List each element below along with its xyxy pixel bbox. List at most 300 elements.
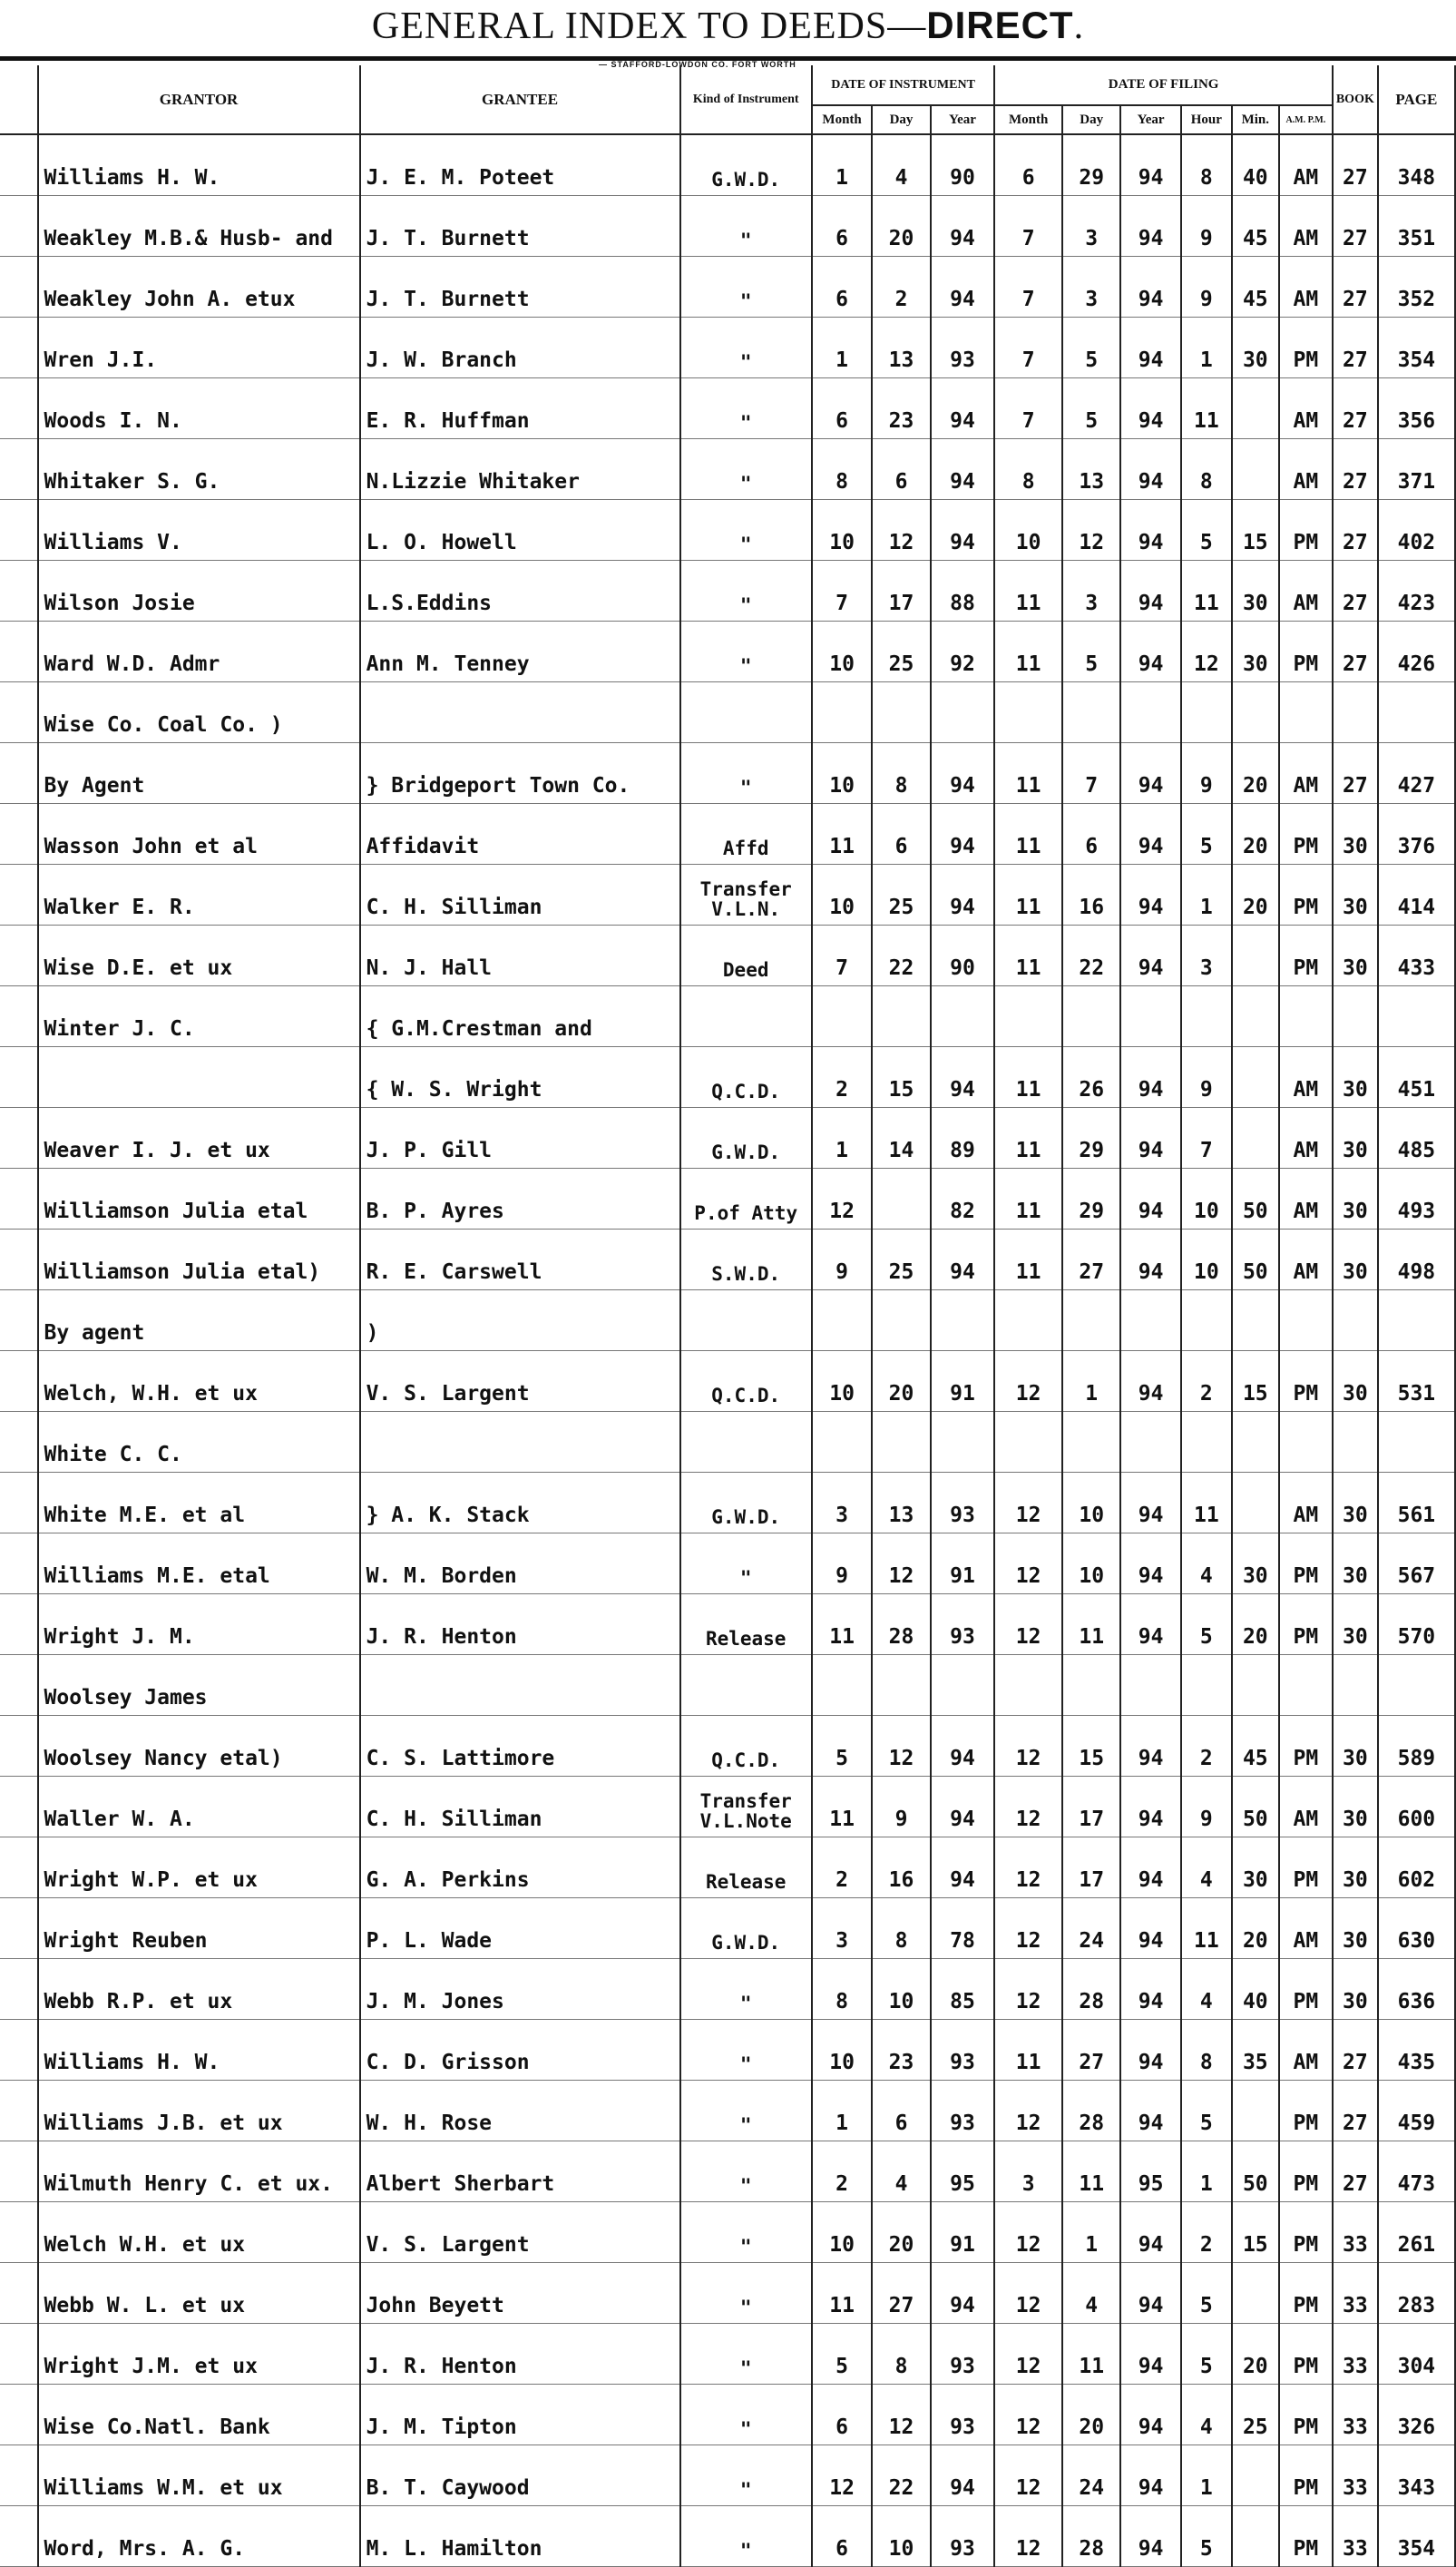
book-cell: 30 xyxy=(1333,1716,1378,1777)
margin-cell xyxy=(0,2385,38,2445)
file-min-cell: 15 xyxy=(1232,500,1279,561)
file-ampm-cell: PM xyxy=(1279,1959,1333,2020)
file-hour-cell: 11 xyxy=(1181,561,1232,622)
inst-year-cell: 93 xyxy=(931,1473,995,1533)
inst-month-cell: 6 xyxy=(812,196,872,257)
file-min-cell: 45 xyxy=(1232,196,1279,257)
inst-year-cell xyxy=(931,682,995,743)
page-cell: 589 xyxy=(1378,1716,1455,1777)
file-day-cell: 15 xyxy=(1062,1716,1120,1777)
file-hour-cell: 9 xyxy=(1181,257,1232,318)
kind-cell: " xyxy=(680,2081,812,2141)
file-year-cell: 94 xyxy=(1120,926,1180,986)
file-month-cell: 12 xyxy=(994,1473,1062,1533)
grantee-cell: { W. S. Wright xyxy=(360,1047,680,1108)
page-cell: 348 xyxy=(1378,134,1455,196)
kind-cell xyxy=(680,1290,812,1351)
file-hour-cell: 7 xyxy=(1181,1108,1232,1169)
title-text: GENERAL INDEX TO DEEDS— xyxy=(371,5,927,47)
book-cell: 27 xyxy=(1333,134,1378,196)
grantee-cell: N.Lizzie Whitaker xyxy=(360,439,680,500)
table-row xyxy=(0,1655,1455,1716)
page-cell: 304 xyxy=(1378,2324,1455,2385)
deed-index-table xyxy=(0,65,1456,2567)
file-year-cell xyxy=(1120,1412,1180,1473)
margin-cell xyxy=(0,1777,38,1837)
file-month-cell: 11 xyxy=(994,1108,1062,1169)
table-row xyxy=(0,622,1455,682)
file-month-cell: 7 xyxy=(994,196,1062,257)
file-min-cell xyxy=(1232,986,1279,1047)
grantor-cell: Wise Co.Natl. Bank xyxy=(38,2385,360,2445)
file-hour-cell: 10 xyxy=(1181,1169,1232,1230)
book-cell: 27 xyxy=(1333,439,1378,500)
page-cell xyxy=(1378,1412,1455,1473)
kind-cell: " xyxy=(680,2385,812,2445)
file-ampm-cell: AM xyxy=(1279,2020,1333,2081)
grantor-cell: Woods I. N. xyxy=(38,378,360,439)
table-row xyxy=(0,804,1455,865)
margin-cell xyxy=(0,1351,38,1412)
margin-cell xyxy=(0,1959,38,2020)
file-day-cell: 28 xyxy=(1062,1959,1120,2020)
grantee-cell: } Bridgeport Town Co. xyxy=(360,743,680,804)
inst-year-cell: 85 xyxy=(931,1959,995,2020)
grantor-cell: Wise Co. Coal Co. ) xyxy=(38,682,360,743)
book-cell: 30 xyxy=(1333,926,1378,986)
inst-month-cell xyxy=(812,986,872,1047)
table-row xyxy=(0,926,1455,986)
file-hour-cell: 11 xyxy=(1181,1473,1232,1533)
inst-year-cell: 94 xyxy=(931,804,995,865)
grantor-cell: White C. C. xyxy=(38,1412,360,1473)
file-min-cell: 50 xyxy=(1232,2141,1279,2202)
grantor-cell: Williams W.M. et ux xyxy=(38,2445,360,2506)
grantor-cell: Welch, W.H. et ux xyxy=(38,1351,360,1412)
margin-cell xyxy=(0,804,38,865)
file-year-cell: 94 xyxy=(1120,134,1180,196)
inst-month-cell: 10 xyxy=(812,2020,872,2081)
grantee-cell: M. L. Hamilton xyxy=(360,2506,680,2567)
file-min-header: Min. xyxy=(1232,105,1279,134)
table-row xyxy=(0,318,1455,378)
page-cell: 630 xyxy=(1378,1898,1455,1959)
inst-day-cell: 25 xyxy=(872,622,930,682)
grantee-cell: C. D. Grisson xyxy=(360,2020,680,2081)
inst-year-cell: 82 xyxy=(931,1169,995,1230)
margin-cell xyxy=(0,378,38,439)
file-ampm-cell xyxy=(1279,1290,1333,1351)
page-cell xyxy=(1378,1290,1455,1351)
inst-day-cell xyxy=(872,1655,930,1716)
inst-year-cell: 94 xyxy=(931,378,995,439)
book-cell: 30 xyxy=(1333,1108,1378,1169)
book-cell: 27 xyxy=(1333,500,1378,561)
file-hour-cell: 5 xyxy=(1181,1594,1232,1655)
inst-day-cell: 28 xyxy=(872,1594,930,1655)
inst-day-cell xyxy=(872,1412,930,1473)
file-hour-cell: 9 xyxy=(1181,1047,1232,1108)
file-ampm-cell: AM xyxy=(1279,1047,1333,1108)
inst-year-cell: 91 xyxy=(931,1533,995,1594)
inst-month-cell: 1 xyxy=(812,318,872,378)
inst-day-cell xyxy=(872,986,930,1047)
file-month-cell: 11 xyxy=(994,561,1062,622)
table-row xyxy=(0,378,1455,439)
inst-year-cell: 94 xyxy=(931,865,995,926)
kind-cell: Transfer V.L.Note xyxy=(680,1777,812,1837)
inst-year-cell: 88 xyxy=(931,561,995,622)
file-hour-cell: 1 xyxy=(1181,2445,1232,2506)
file-year-cell: 94 xyxy=(1120,1533,1180,1594)
grantor-cell: Williams H. W. xyxy=(38,2020,360,2081)
grantee-cell: J. T. Burnett xyxy=(360,257,680,318)
grantor-cell: Williams V. xyxy=(38,500,360,561)
margin-header xyxy=(0,65,38,134)
inst-day-cell: 12 xyxy=(872,2385,930,2445)
margin-cell xyxy=(0,2324,38,2385)
margin-cell xyxy=(0,1837,38,1898)
file-hour-cell: 1 xyxy=(1181,2141,1232,2202)
table-row xyxy=(0,865,1455,926)
file-hour-cell xyxy=(1181,1412,1232,1473)
inst-year-cell xyxy=(931,1655,995,1716)
inst-month-cell: 11 xyxy=(812,1777,872,1837)
file-ampm-cell: PM xyxy=(1279,2081,1333,2141)
file-day-cell: 12 xyxy=(1062,500,1120,561)
file-year-cell: 94 xyxy=(1120,1351,1180,1412)
file-day-cell: 29 xyxy=(1062,134,1120,196)
file-ampm-cell: PM xyxy=(1279,2506,1333,2567)
file-min-cell: 30 xyxy=(1232,622,1279,682)
kind-cell: Q.C.D. xyxy=(680,1047,812,1108)
file-day-cell: 17 xyxy=(1062,1837,1120,1898)
grantee-header: GRANTEE xyxy=(360,65,680,134)
inst-month-cell: 7 xyxy=(812,926,872,986)
file-day-cell: 1 xyxy=(1062,2202,1120,2263)
margin-cell xyxy=(0,865,38,926)
inst-day-cell: 20 xyxy=(872,1351,930,1412)
file-year-cell: 94 xyxy=(1120,1047,1180,1108)
page-cell: 636 xyxy=(1378,1959,1455,2020)
file-hour-cell: 1 xyxy=(1181,318,1232,378)
kind-cell: " xyxy=(680,2263,812,2324)
file-hour-cell: 1 xyxy=(1181,865,1232,926)
inst-month-cell: 2 xyxy=(812,2141,872,2202)
inst-year-cell: 93 xyxy=(931,2506,995,2567)
inst-year-cell: 93 xyxy=(931,2020,995,2081)
file-day-cell: 27 xyxy=(1062,1230,1120,1290)
inst-day-cell: 16 xyxy=(872,1837,930,1898)
inst-year-cell: 93 xyxy=(931,2385,995,2445)
file-hour-cell: 11 xyxy=(1181,1898,1232,1959)
table-row xyxy=(0,1473,1455,1533)
grantee-cell: B. P. Ayres xyxy=(360,1169,680,1230)
inst-day-cell: 6 xyxy=(872,439,930,500)
file-ampm-cell: PM xyxy=(1279,622,1333,682)
margin-cell xyxy=(0,682,38,743)
file-ampm-cell: PM xyxy=(1279,804,1333,865)
file-month-header: Month xyxy=(994,105,1062,134)
inst-month-cell: 11 xyxy=(812,1594,872,1655)
book-cell: 30 xyxy=(1333,1230,1378,1290)
file-day-cell: 29 xyxy=(1062,1108,1120,1169)
grantor-cell: Woolsey James xyxy=(38,1655,360,1716)
book-cell: 33 xyxy=(1333,2506,1378,2567)
file-month-cell: 12 xyxy=(994,2263,1062,2324)
grantor-cell: Wren J.I. xyxy=(38,318,360,378)
file-month-cell: 12 xyxy=(994,2385,1062,2445)
file-min-cell: 50 xyxy=(1232,1230,1279,1290)
file-year-cell: 94 xyxy=(1120,2263,1180,2324)
kind-header: Kind of Instrument xyxy=(680,65,812,134)
file-ampm-header: A.M. P.M. xyxy=(1279,105,1333,134)
table-row xyxy=(0,1898,1455,1959)
file-year-cell: 94 xyxy=(1120,2385,1180,2445)
kind-cell: " xyxy=(680,257,812,318)
file-hour-cell: 4 xyxy=(1181,2385,1232,2445)
margin-cell xyxy=(0,2263,38,2324)
file-month-cell: 8 xyxy=(994,439,1062,500)
inst-day-cell: 25 xyxy=(872,1230,930,1290)
file-min-cell xyxy=(1232,1412,1279,1473)
grantee-cell: L. O. Howell xyxy=(360,500,680,561)
page-cell: 351 xyxy=(1378,196,1455,257)
file-hour-cell: 5 xyxy=(1181,2506,1232,2567)
inst-month-cell: 6 xyxy=(812,2385,872,2445)
inst-year-cell: 94 xyxy=(931,1230,995,1290)
kind-cell: " xyxy=(680,318,812,378)
page-cell: 426 xyxy=(1378,622,1455,682)
page-cell: 459 xyxy=(1378,2081,1455,2141)
file-ampm-cell: AM xyxy=(1279,196,1333,257)
kind-cell: " xyxy=(680,743,812,804)
margin-cell xyxy=(0,500,38,561)
grantee-cell: W. M. Borden xyxy=(360,1533,680,1594)
grantee-cell: P. L. Wade xyxy=(360,1898,680,1959)
file-year-cell: 94 xyxy=(1120,1959,1180,2020)
grantor-cell: Whitaker S. G. xyxy=(38,439,360,500)
inst-year-cell: 95 xyxy=(931,2141,995,2202)
book-cell xyxy=(1333,1412,1378,1473)
file-hour-cell: 4 xyxy=(1181,1837,1232,1898)
file-min-cell: 20 xyxy=(1232,865,1279,926)
grantor-cell: Winter J. C. xyxy=(38,986,360,1047)
grantee-cell: N. J. Hall xyxy=(360,926,680,986)
inst-day-cell: 20 xyxy=(872,2202,930,2263)
grantee-cell: J. R. Henton xyxy=(360,2324,680,2385)
grantor-header: GRANTOR xyxy=(38,65,360,134)
file-month-cell: 3 xyxy=(994,2141,1062,2202)
book-cell: 30 xyxy=(1333,1898,1378,1959)
title-emphasis: DIRECT xyxy=(926,4,1074,46)
grantor-cell: Walker E. R. xyxy=(38,865,360,926)
inst-month-cell: 10 xyxy=(812,743,872,804)
inst-day-cell xyxy=(872,682,930,743)
grantee-cell: J. R. Henton xyxy=(360,1594,680,1655)
table-row xyxy=(0,1169,1455,1230)
file-ampm-cell: PM xyxy=(1279,1837,1333,1898)
grantor-cell: Williams H. W. xyxy=(38,134,360,196)
inst-day-cell: 6 xyxy=(872,2081,930,2141)
file-day-cell: 7 xyxy=(1062,743,1120,804)
file-day-cell: 26 xyxy=(1062,1047,1120,1108)
file-month-cell: 11 xyxy=(994,865,1062,926)
margin-cell xyxy=(0,1108,38,1169)
inst-month-cell xyxy=(812,1412,872,1473)
file-min-cell: 20 xyxy=(1232,743,1279,804)
file-month-cell: 12 xyxy=(994,1594,1062,1655)
inst-month-header: Month xyxy=(812,105,872,134)
inst-year-cell: 93 xyxy=(931,1594,995,1655)
grantee-cell: { G.M.Crestman and xyxy=(360,986,680,1047)
margin-cell xyxy=(0,1230,38,1290)
file-ampm-cell: PM xyxy=(1279,2263,1333,2324)
file-year-cell: 94 xyxy=(1120,2081,1180,2141)
file-ampm-cell: PM xyxy=(1279,2141,1333,2202)
kind-cell: " xyxy=(680,1533,812,1594)
file-min-cell xyxy=(1232,1047,1279,1108)
file-month-cell: 12 xyxy=(994,1837,1062,1898)
file-ampm-cell: PM xyxy=(1279,2445,1333,2506)
book-cell: 27 xyxy=(1333,743,1378,804)
file-ampm-cell: PM xyxy=(1279,500,1333,561)
grantee-cell xyxy=(360,682,680,743)
inst-day-cell: 10 xyxy=(872,1959,930,2020)
kind-cell: " xyxy=(680,1959,812,2020)
file-month-cell xyxy=(994,1290,1062,1351)
kind-cell: S.W.D. xyxy=(680,1230,812,1290)
file-min-cell: 45 xyxy=(1232,257,1279,318)
kind-cell: " xyxy=(680,2506,812,2567)
page-cell xyxy=(1378,682,1455,743)
file-ampm-cell xyxy=(1279,986,1333,1047)
book-cell: 27 xyxy=(1333,622,1378,682)
grantor-cell: By Agent xyxy=(38,743,360,804)
file-hour-cell: 4 xyxy=(1181,1959,1232,2020)
inst-month-cell xyxy=(812,1655,872,1716)
inst-year-cell: 90 xyxy=(931,134,995,196)
kind-cell: Deed xyxy=(680,926,812,986)
table-row xyxy=(0,196,1455,257)
grantee-cell: J. M. Tipton xyxy=(360,2385,680,2445)
file-year-cell xyxy=(1120,682,1180,743)
inst-month-cell: 5 xyxy=(812,1716,872,1777)
grantor-cell: Wilmuth Henry C. et ux. xyxy=(38,2141,360,2202)
page-cell: 485 xyxy=(1378,1108,1455,1169)
inst-month-cell: 11 xyxy=(812,804,872,865)
table-row xyxy=(0,2081,1455,2141)
inst-month-cell: 2 xyxy=(812,1837,872,1898)
file-day-cell: 5 xyxy=(1062,622,1120,682)
book-cell: 27 xyxy=(1333,2141,1378,2202)
page-cell: 354 xyxy=(1378,2506,1455,2567)
inst-day-cell: 23 xyxy=(872,378,930,439)
grantor-cell: Weakley John A. etux xyxy=(38,257,360,318)
file-min-cell: 40 xyxy=(1232,1959,1279,2020)
grantee-cell: J. P. Gill xyxy=(360,1108,680,1169)
file-ampm-cell: AM xyxy=(1279,134,1333,196)
inst-day-cell: 20 xyxy=(872,196,930,257)
inst-day-cell: 4 xyxy=(872,2141,930,2202)
inst-day-cell: 9 xyxy=(872,1777,930,1837)
kind-cell: " xyxy=(680,439,812,500)
file-min-cell: 50 xyxy=(1232,1777,1279,1837)
table-row xyxy=(0,1959,1455,2020)
file-min-cell: 45 xyxy=(1232,1716,1279,1777)
file-min-cell: 20 xyxy=(1232,804,1279,865)
file-ampm-cell: PM xyxy=(1279,1351,1333,1412)
margin-cell xyxy=(0,1169,38,1230)
file-day-cell xyxy=(1062,1290,1120,1351)
file-min-cell: 15 xyxy=(1232,2202,1279,2263)
grantor-cell: Ward W.D. Admr xyxy=(38,622,360,682)
margin-cell xyxy=(0,318,38,378)
file-hour-cell: 8 xyxy=(1181,439,1232,500)
inst-year-cell: 93 xyxy=(931,2324,995,2385)
table-row xyxy=(0,1108,1455,1169)
book-cell: 30 xyxy=(1333,1533,1378,1594)
kind-cell: P.of Atty xyxy=(680,1169,812,1230)
file-year-cell: 94 xyxy=(1120,318,1180,378)
inst-day-cell: 23 xyxy=(872,2020,930,2081)
book-cell: 33 xyxy=(1333,2385,1378,2445)
grantee-cell: G. A. Perkins xyxy=(360,1837,680,1898)
printer-imprint: — STAFFORD-LOWDON CO. FORT WORTH xyxy=(599,60,796,69)
grantee-cell: C. H. Silliman xyxy=(360,865,680,926)
file-year-cell: 94 xyxy=(1120,1716,1180,1777)
file-hour-cell: 9 xyxy=(1181,196,1232,257)
file-month-cell: 12 xyxy=(994,2202,1062,2263)
page-cell: 531 xyxy=(1378,1351,1455,1412)
file-min-cell xyxy=(1232,2081,1279,2141)
inst-month-cell: 11 xyxy=(812,2263,872,2324)
file-day-cell: 5 xyxy=(1062,378,1120,439)
book-cell: 30 xyxy=(1333,865,1378,926)
book-cell: 27 xyxy=(1333,318,1378,378)
table-row xyxy=(0,2445,1455,2506)
inst-year-cell: 94 xyxy=(931,1837,995,1898)
margin-cell xyxy=(0,1412,38,1473)
file-ampm-cell: AM xyxy=(1279,1230,1333,1290)
inst-day-cell: 2 xyxy=(872,257,930,318)
file-min-cell: 30 xyxy=(1232,318,1279,378)
inst-month-cell: 3 xyxy=(812,1473,872,1533)
grantee-cell: John Beyett xyxy=(360,2263,680,2324)
file-ampm-cell: AM xyxy=(1279,1898,1333,1959)
table-row xyxy=(0,1533,1455,1594)
page-cell: 261 xyxy=(1378,2202,1455,2263)
page-header: PAGE xyxy=(1378,65,1455,134)
file-day-cell: 11 xyxy=(1062,1594,1120,1655)
grantee-cell: L.S.Eddins xyxy=(360,561,680,622)
file-month-cell xyxy=(994,1412,1062,1473)
margin-cell xyxy=(0,986,38,1047)
file-day-header: Day xyxy=(1062,105,1120,134)
page-cell: 567 xyxy=(1378,1533,1455,1594)
book-cell: 33 xyxy=(1333,2324,1378,2385)
file-hour-cell: 2 xyxy=(1181,1716,1232,1777)
page-cell: 451 xyxy=(1378,1047,1455,1108)
kind-cell: " xyxy=(680,500,812,561)
page-cell: 414 xyxy=(1378,865,1455,926)
file-ampm-cell: PM xyxy=(1279,318,1333,378)
grantor-cell: Wright W.P. et ux xyxy=(38,1837,360,1898)
kind-cell: " xyxy=(680,378,812,439)
file-day-cell: 27 xyxy=(1062,2020,1120,2081)
grantor-cell: Wright J.M. et ux xyxy=(38,2324,360,2385)
file-year-cell: 94 xyxy=(1120,561,1180,622)
